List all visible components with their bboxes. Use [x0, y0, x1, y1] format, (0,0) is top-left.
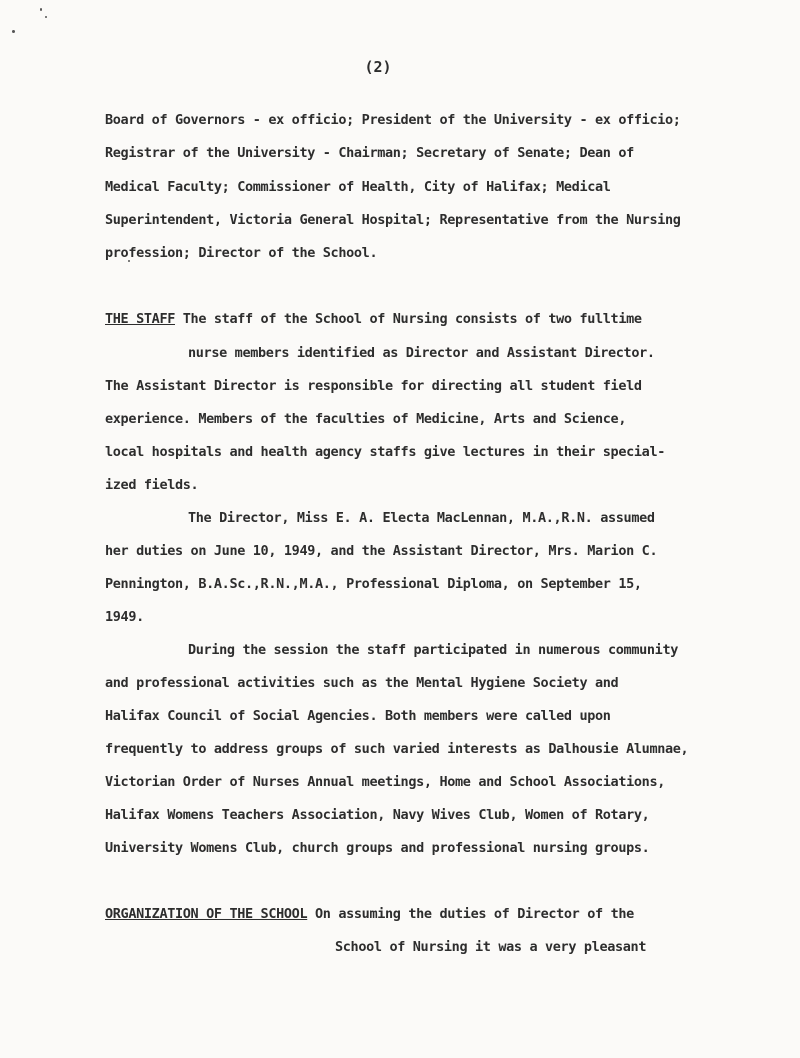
- session-line-6: Halifax Womens Teachers Association, Navy Wives Club, Women of Rotary,: [105, 807, 650, 823]
- scan-speck: [12, 30, 15, 33]
- organization-first-line: [105, 906, 634, 922]
- governors-line-4: Superintendent, Victoria General Hospital; Representative from the Nursing: [105, 212, 681, 228]
- staff-first-line-text: The staff of the School of Nursing consists of two fulltime: [182, 311, 642, 327]
- session-line-3: Halifax Council of Social Agencies. Both members were called upon: [105, 708, 611, 724]
- governors-line-1: Board of Governors - ex officio; President of the University - ex officio;: [105, 112, 681, 128]
- governors-line-5: profession; Director of the School.: [105, 245, 378, 261]
- session-line-4: frequently to address groups of such varied interests as Dalhousie Alumnae,: [105, 741, 689, 757]
- session-line-1: During the session the staff participated in numerous community: [188, 642, 678, 658]
- organization-first-line-text: On assuming the duties of Director of the: [315, 906, 634, 922]
- governors-line-3: Medical Faculty; Commissioner of Health, City of Halifax; Medical: [105, 179, 611, 195]
- staff-heading: THE STAFF: [105, 311, 175, 327]
- page-number: (2): [364, 58, 392, 76]
- organization-line-1: School of Nursing it was a very pleasant: [335, 939, 647, 955]
- organization-heading: ORGANIZATION OF THE SCHOOL: [105, 906, 308, 922]
- staff-line-1: nurse members identified as Director and Assistant Director.: [188, 345, 655, 361]
- session-line-2: and professional activities such as the Mental Hygiene Society and: [105, 675, 619, 691]
- session-line-5: Victorian Order of Nurses Annual meetings, Home and School Associations,: [105, 774, 665, 790]
- director-line-3: Pennington, B.A.Sc.,R.N.,M.A., Professional Diploma, on September 15,: [105, 576, 642, 592]
- staff-line-2: The Assistant Director is responsible for directing all student field: [105, 378, 642, 394]
- staff-first-line: [105, 311, 642, 327]
- scan-speck: [45, 16, 47, 18]
- scan-speck: [40, 8, 42, 11]
- session-line-7: University Womens Club, church groups and professional nursing groups.: [105, 840, 650, 856]
- staff-line-3: experience. Members of the faculties of Medicine, Arts and Science,: [105, 411, 627, 427]
- director-line-1: The Director, Miss E. A. Electa MacLennan, M.A.,R.N. assumed: [188, 510, 655, 526]
- staff-line-5: ized fields.: [105, 477, 199, 493]
- director-line-4: 1949.: [105, 609, 144, 625]
- director-line-2: her duties on June 10, 1949, and the Assistant Director, Mrs. Marion C.: [105, 543, 658, 559]
- governors-line-2: Registrar of the University - Chairman; Secretary of Senate; Dean of: [105, 145, 634, 161]
- staff-line-4: local hospitals and health agency staffs give lectures in their special-: [105, 444, 665, 460]
